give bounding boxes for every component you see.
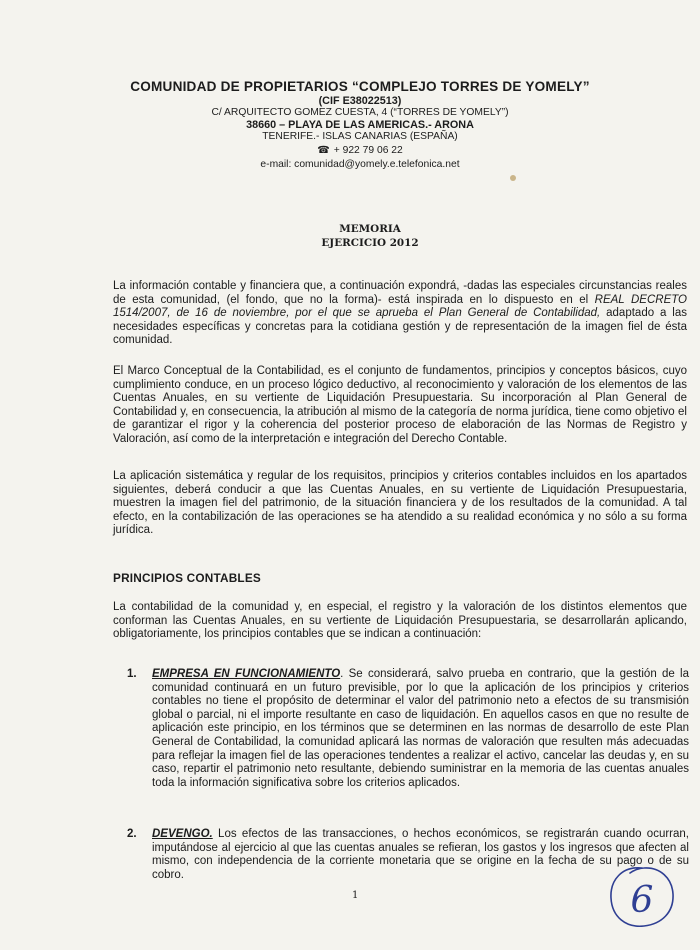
page-number: 1 <box>352 890 359 901</box>
intro-paragraph-3: La aplicación sistemática y regular de los requisitos, principios y criterios contables incluidos en los apartados siguientes, deberá conducir a que las Cuentas Anuales, en su vertiente de Liquidación Presupuestaria, muestren la imagen fiel del patrimonio, de la situación financiera y de los resultados de la comunidad. A tal efecto, en la contabilización de las operaciones se ha atendido a su realidad económica y no sólo a su forma jurídica. <box>113 470 687 537</box>
item-body: Los efectos de las transacciones, o hechos económicos, se registrarán cuando ocurran, imputándose al ejercicio al que las cuentas anuales se refieran, los gastos y los ingresos que afecten al mismo, con independencia de la corriente monetaria que se origine en la fecha de su pago o de su cobro. <box>152 828 689 881</box>
memoria-title: MEMORIA <box>339 223 401 235</box>
intro-p1-start: La información contable y financiera que, a continuación expondrá, -dadas las especiales circunstancias reales de esta comunidad, (el fondo, que no la forma)- está inspirada en lo dispuesto en el <box>113 280 687 306</box>
letterhead <box>100 78 620 171</box>
paper-stain <box>510 175 516 181</box>
item-number: 1. <box>127 668 137 680</box>
handwritten-circled-number <box>604 862 680 932</box>
phone-icon: ☎ <box>317 145 330 156</box>
item-term: EMPRESA EN FUNCIONAMIENTO <box>152 668 341 680</box>
principles-intro: La contabilidad de la comunidad y, en especial, el registro y la valoración de los distintos elementos que conforman las Cuentas Anuales, en su vertiente de Liquidación Presupuestaria, se desarrollarán aplicando, obligatoriamente, los principios contables que se indican a continuación: <box>113 601 687 641</box>
intro-paragraph-2: El Marco Conceptual de la Contabilidad, es el conjunto de fundamentos, principios y conceptos básicos, cuyo cumplimiento conduce, en un proceso lógico deductivo, al reconocimiento y valoración de los elementos de las Cuentas Anuales, en su vertiente de Liquidación Presupuestaria. Su incorporación al Plan General de Contabilidad y, en consecuencia, la atribución al mismo de la categoría de norma jurídica, tiene como objetivo el de garantizar el rigor y la coherencia del posterior proceso de elaboración de las Normas de Registro y Valoración, así como de la interpretación e integración del Derecho Contable. <box>113 365 687 445</box>
phone-line <box>100 145 620 157</box>
organization-title: COMUNIDAD DE PROPIETARIOS “COMPLEJO TORRES DE YOMELY” <box>130 79 590 94</box>
memoria-year: EJERCICIO 2012 <box>321 237 419 249</box>
cif-line: (CIF E38022513) <box>318 95 402 107</box>
address-line: C/ ARQUITECTO GOMEZ CUESTA, 4 (“TORRES DE YOMELY”) <box>211 107 509 118</box>
section-title-principios: PRINCIPIOS CONTABLES <box>113 571 261 585</box>
royal-decree-reference: REAL DECRETO 1514/2007, de 16 de noviembre, por el que se aprueba el Plan General de Contabilidad, <box>113 293 687 320</box>
item-text <box>152 668 689 790</box>
city-line: 38660 – PLAYA DE LAS AMERICAS.- ARONA <box>246 119 474 131</box>
phone-number: + 922 79 06 22 <box>333 145 403 156</box>
region-line: TENERIFE.- ISLAS CANARIAS (ESPAÑA) <box>262 131 458 142</box>
handwritten-number: 6 <box>630 880 654 921</box>
intro-p1-end: adaptado a las necesidades específicas y concretas para la cotidiana gestión y de representación de la imagen fiel de ésta comunidad. <box>113 307 687 347</box>
item-number: 2. <box>127 828 137 840</box>
principle-item <box>127 668 689 790</box>
intro-paragraph-1 <box>113 280 687 348</box>
item-body: . Se considerará, salvo prueba en contrario, que la gestión de la comunidad continuará en un futuro previsible, por lo que la aplicación de los principios y criterios contables no tiene el propósito de determinar el valor del patrimonio neto a efectos de su transmisión global o parcial, ni el importe resultante en caso de liquidación. En aquellos casos en que no resulte de aplicación este principio, en los términos que se determinen en las normas de desarrollo de este Plan General de Contabilidad, la comunidad aplicará las normas de valoración que resulten más adecuadas para reflejar la imagen fiel de las operaciones tendentes a realizar el activo, cancelar las deudas y, en su caso, repartir el patrimonio neto resultante, debiendo suministrar en la memoria de las cuentas anuales toda la información significativa sobre los criterios aplicados. <box>152 668 689 789</box>
item-term: DEVENGO. <box>152 828 213 840</box>
memoria-heading <box>0 222 700 250</box>
email-line: e-mail: comunidad@yomely.e.telefonica.net <box>260 159 460 170</box>
